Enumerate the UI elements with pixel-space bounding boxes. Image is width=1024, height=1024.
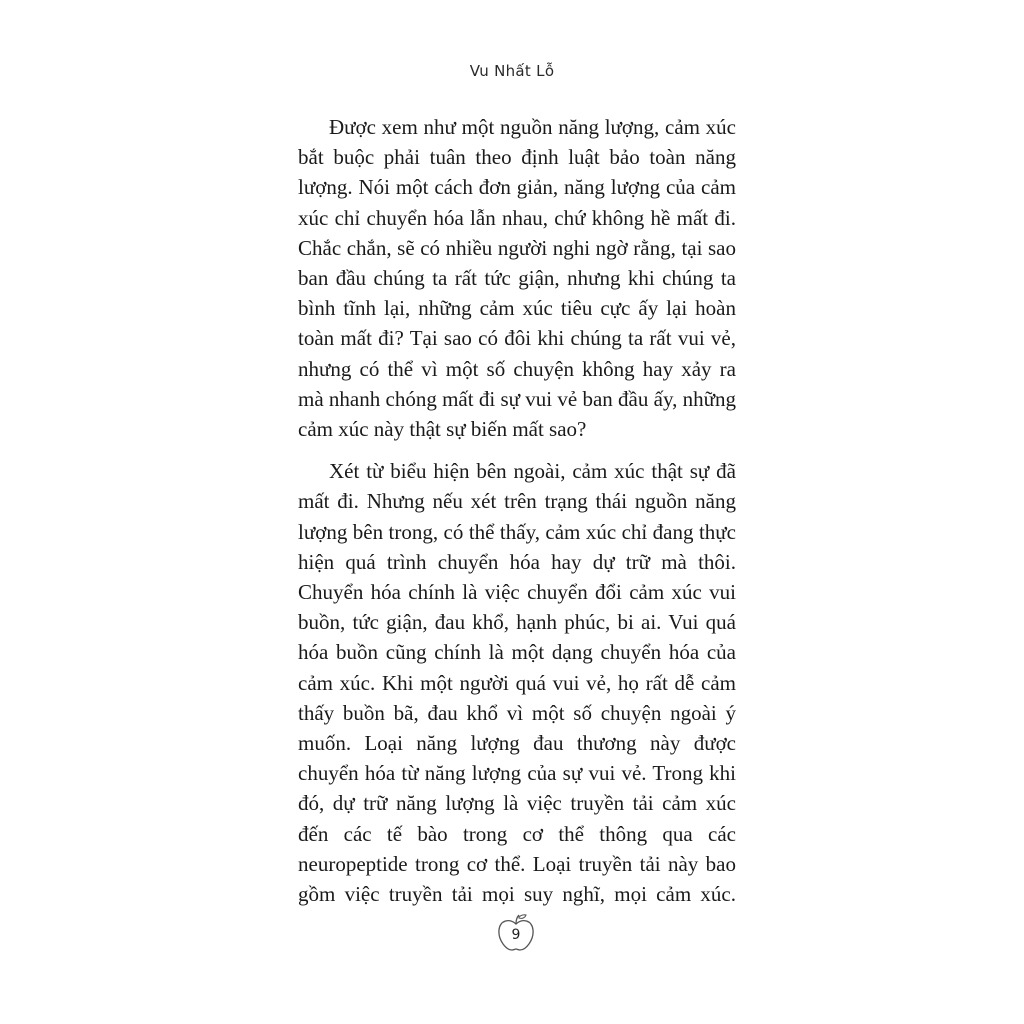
paragraph-2: Xét từ biểu hiện bên ngoài, cảm xúc thật sự đã mất đi. Nhưng nếu xét trên trạng thái nguồn năng lượng bên trong, có thể thấy, cảm xúc chỉ đang thực hiện quá trình chuyển hóa hay dự trữ mà thôi. Chuyển hóa chính là việc chuyển đổi cảm xúc vui buồn, tức giận, đau khổ, hạnh phúc, bi ai. Vui quá hóa buồn cũng chính là một dạng chuyển hóa của cảm xúc. Khi một người quá vui vẻ, họ rất dễ cảm thấy buồn bã, đau khổ vì một số chuyện ngoài ý muốn. Loại năng lượng đau thương này được chuyển hóa từ năng lượng của sự vui vẻ. Trong khi đó, dự trữ năng lượng là việc truyền tải cảm xúc đến các tế bào trong cơ thể thông qua các neuropeptide trong cơ thể. Loại truyền tải này bao gồm việc truyền tải mọi suy nghĩ, mọi cảm xúc. (298, 459, 736, 907)
page-number: 9 (511, 927, 521, 943)
page-body (298, 112, 736, 909)
paragraph-1: Được xem như một nguồn năng lượng, cảm xúc bắt buộc phải tuân theo định luật bảo toàn năng lượng. Nói một cách đơn giản, năng lượng của cảm xúc chỉ chuyển hóa lẫn nhau, chứ không hề mất đi. Chắc chắn, sẽ có nhiều người nghi ngờ rằng, tại sao ban đầu chúng ta rất tức giận, nhưng khi chúng ta bình tĩnh lại, những cảm xúc tiêu cực ấy lại hoàn toàn mất đi? Tại sao có đôi khi chúng ta rất vui vẻ, nhưng có thể vì một số chuyện không hay xảy ra mà nhanh chóng mất đi sự vui vẻ ban đầu ấy, những cảm xúc này thật sự biến mất sao? (298, 115, 736, 442)
page-number-badge (492, 912, 540, 954)
running-header-author: Vu Nhất Lỗ (469, 62, 555, 80)
